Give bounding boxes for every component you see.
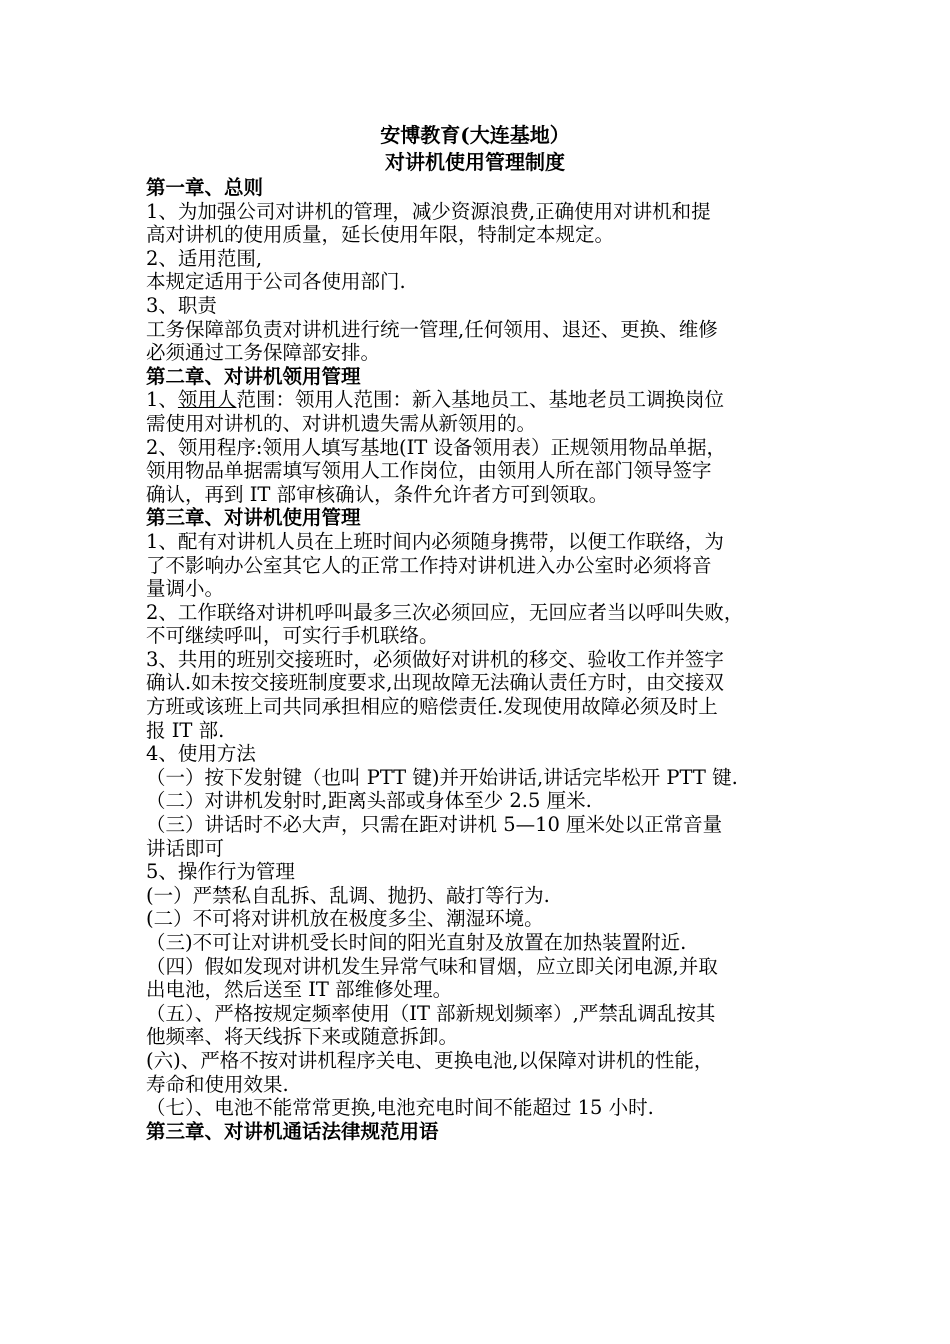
text-line: 讲话即可 (146, 836, 225, 860)
text-line: （三)不可让对讲机受长时间的阳光直射及放置在加热装置附近. (146, 931, 687, 954)
text-line: 方班或该班上司共同承担相应的赔偿责任.发现使用故障必须及时上 (146, 695, 718, 719)
text-line: 了不影响办公室其它人的正常工作持对讲机进入办公室时必须将音 (146, 553, 712, 577)
text-line: 2、适用范围, (146, 246, 263, 270)
text-line: （四）假如发现对讲机发生异常气味和冒烟，应立即关闭电源,并取 (146, 954, 718, 978)
text-line: 2、工作联络对讲机呼叫最多三次必须回应，无回应者当以呼叫失败， (146, 600, 744, 624)
text-line: 需使用对讲机的、对讲机遗失需从新领用的。 (146, 411, 537, 435)
document-title: 对讲机使用管理制度 (385, 150, 565, 174)
text-line: 1、配有对讲机人员在上班时间内必须随身携带，以便工作联络，为 (146, 529, 724, 553)
text-line: 3、共用的班别交接班时，必须做好对讲机的移交、验收工作并签字 (146, 647, 724, 671)
text-line: 不可继续呼叫，可实行手机联络。 (146, 624, 439, 648)
text-line: 量调小。 (146, 577, 225, 601)
text-line: 5、操作行为管理 (146, 860, 295, 884)
text-line: 出电池，然后送至 IT 部维修处理。 (146, 978, 453, 1002)
text-line: 确认，再到 IT 部审核确认，条件允许者方可到领取。 (146, 482, 609, 506)
text-line: （一）按下发射键（也叫 PTT 键)并开始讲话,讲话完毕松开 PTT 键. (146, 765, 738, 789)
text-line: 他频率、将天线拆下来或随意拆卸。 (146, 1025, 459, 1049)
text-line: 2、领用程序:领用人填写基地(IT 设备领用表）正规领用物品单据， (146, 435, 726, 459)
text-line: （五）、严格按规定频率使用（IT 部新规划频率）,严禁乱调乱按其 (146, 1001, 716, 1025)
document-body (146, 176, 826, 1143)
text-line: （二）对讲机发射时,距离头部或身体至少 2.5 厘米. (146, 789, 592, 813)
chapter-heading: 第三章、对讲机使用管理 (146, 506, 361, 530)
underlined-term: 领用人 (177, 388, 237, 412)
chapter-heading: 第一章、总则 (146, 176, 264, 199)
text-line (146, 388, 826, 412)
text-line: (一）严禁私自乱拆、乱调、抛扔、敲打等行为. (146, 883, 550, 907)
text-line: 本规定适用于公司各使用部门. (146, 270, 406, 294)
text-segment: 范围：领用人范围：新入基地员工、基地老员工调换岗位 (236, 388, 724, 412)
text-line: (六)、严格不按对讲机程序关电、更换电池,以保障对讲机的性能， (146, 1048, 714, 1072)
document-title-org: 安博教育(大连基地） (380, 123, 570, 147)
text-line: 寿命和使用效果. (146, 1072, 289, 1096)
text-line: 高对讲机的使用质量，延长使用年限，特制定本规定。 (146, 223, 615, 247)
text-line: （七）、电池不能常常更换,电池充电时间不能超过 15 小时. (146, 1096, 654, 1120)
text-line: 工务保障部负责对讲机进行统一管理,任何领用、退还、更换、维修 (146, 317, 718, 341)
text-line: (二）不可将对讲机放在极度多尘、潮湿环境。 (146, 907, 544, 931)
text-line: 报 IT 部. (146, 718, 225, 742)
text-line: 4、使用方法 (146, 742, 256, 766)
text-line: （三）讲话时不必大声，只需在距对讲机 5—10 厘米处以正常音量 (146, 813, 723, 837)
text-line: 必须通过工务保障部安排。 (146, 341, 381, 365)
text-line: 1、为加强公司对讲机的管理，减少资源浪费,正确使用对讲机和提 (146, 199, 711, 223)
text-line: 领用物品单据需填写领用人工作岗位，由领用人所在部门领导签字 (146, 459, 712, 483)
chapter-heading: 第二章、对讲机领用管理 (146, 364, 361, 388)
text-line: 3、职责 (146, 293, 217, 317)
text-line: 确认.如未按交接班制度要求,出现故障无法确认责任方时，由交接双 (146, 671, 724, 695)
text-segment: 1、 (146, 388, 178, 412)
chapter-heading: 第三章、对讲机通话法律规范用语 (146, 1119, 439, 1143)
